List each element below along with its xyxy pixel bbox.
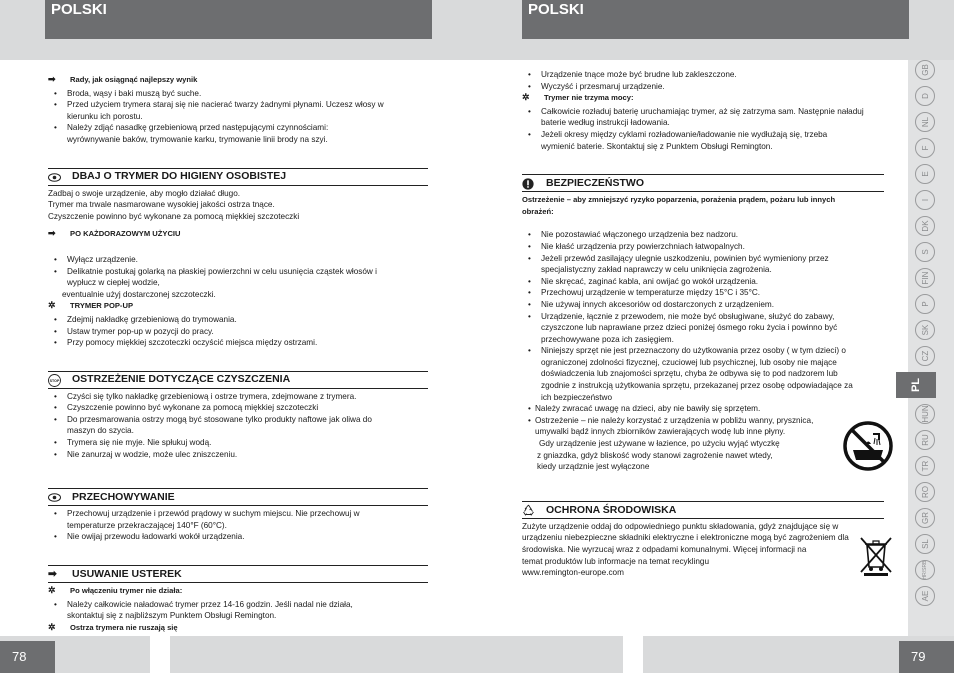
list-item: • Wyłącz urządzenie. bbox=[48, 254, 428, 266]
language-tab-label: TR bbox=[920, 460, 930, 472]
language-tab-ro[interactable] bbox=[915, 482, 935, 502]
storage-list bbox=[48, 508, 428, 543]
tips-heading: ➡ Rady, jak osiągnąć najlepszy wynik bbox=[48, 74, 198, 84]
language-tab-label: HUN bbox=[920, 405, 930, 423]
hygiene-line: Czyszczenie powinno być wykonane za pomocą miękkiej szczoteczki bbox=[48, 211, 300, 221]
language-tab-s[interactable] bbox=[915, 242, 935, 262]
environment-line: Zużyte urządzenie oddaj do odpowiedniego punktu składowania, gdyż znajdujące się w bbox=[522, 521, 839, 531]
arrow-icon: ➡ bbox=[48, 228, 56, 239]
no-bath-icon bbox=[841, 420, 895, 472]
arrow-icon: ➡ bbox=[48, 74, 56, 84]
header-bar bbox=[522, 0, 909, 39]
page-number: 78 bbox=[0, 641, 55, 673]
list-item: skontaktuj się z najbliższym Punktem Obsługi Remington. bbox=[67, 611, 277, 621]
sun-icon: ✲ bbox=[48, 621, 56, 632]
list-item: • Delikatnie postukaj golarką na płaskiej powierzchni w celu usunięcia cząstek włosów i bbox=[48, 266, 428, 278]
list-item: • Przechowuj urządzenie i przewód prądowy w suchym miejscu. Nie przechowuj w bbox=[48, 508, 428, 520]
language-tab-label: S bbox=[920, 249, 930, 255]
list-item: wypłucz w ciepłej wodzie, bbox=[67, 278, 160, 288]
language-tab-label: SL bbox=[920, 539, 930, 549]
environment-line: urządzeniu niebezpieczne składniki elektryczne i elektroniczne mogą być zagrożeniem dla bbox=[522, 533, 849, 543]
list-item: • Nie kłaść urządzenia przy powierzchniach łatwopalnych. bbox=[522, 241, 884, 253]
arrow-icon: ➡ bbox=[48, 567, 57, 580]
language-tab-gr[interactable] bbox=[915, 508, 935, 528]
sun-icon: ✲ bbox=[48, 300, 56, 311]
list-item: • Ostrzeżenie – nie należy korzystać z urządzenia w pobliżu wanny, prysznica, bbox=[522, 415, 884, 427]
language-tab-label: I bbox=[920, 198, 930, 202]
warning-icon bbox=[522, 177, 546, 190]
safety-intro: Ostrzeżenie – aby zmniejszyć ryzyko poparzenia, porażenia prądem, pożaru lub innych bbox=[522, 195, 836, 205]
list-item: • Należy całkowicie naładować trymer przez 14-16 godzin. Jeśli nadal nie działa, bbox=[48, 599, 428, 611]
eye-icon bbox=[48, 171, 72, 184]
header-title: POLSKI bbox=[51, 1, 107, 18]
language-tab-nl[interactable] bbox=[915, 112, 935, 132]
list-item: z gniazdka, gdyż bliskość wody stanowi zagrożenie nawet wtedy, bbox=[537, 450, 773, 460]
list-item: • Nie owijaj przewodu ładowarki wokół urządzenia. bbox=[48, 531, 428, 543]
footer-gap bbox=[150, 636, 170, 673]
popup-list bbox=[48, 314, 428, 349]
page-number: 79 bbox=[899, 641, 954, 673]
storage-heading: PRZECHOWYWANIE bbox=[48, 488, 428, 506]
list-item: • Czyści się tylko nakładkę grzebieniową i ostrze trymera, zdejmowane z trymera. bbox=[48, 391, 428, 403]
language-tab-p[interactable] bbox=[915, 294, 935, 314]
language-tab-tr[interactable] bbox=[915, 456, 935, 476]
cleaning-warning-heading: STOP OSTRZEŻENIE DOTYCZĄCE CZYSZCZENIA bbox=[48, 371, 428, 389]
language-tab-ae[interactable] bbox=[915, 586, 935, 606]
language-tab-label: CZ bbox=[920, 350, 930, 362]
list-item: zgodnie z instrukcją użytkowania sprzętu, przekazanej przez osobę odpowiadające za bbox=[541, 381, 853, 391]
list-item: przechowywane poza ich zasięgiem. bbox=[541, 334, 674, 344]
language-tab-label: FIN bbox=[920, 271, 930, 285]
trouble-answer-list bbox=[48, 599, 428, 622]
list-item: temperaturze przekraczającej 140°F (60°C). bbox=[67, 520, 227, 530]
language-tab-dk[interactable] bbox=[915, 216, 935, 236]
language-tab-label: F bbox=[920, 145, 930, 151]
footer-strip bbox=[0, 636, 477, 673]
list-item: • Przy pomocy miękkiej szczoteczki oczyścić miejsca między ostrzami. bbox=[48, 337, 428, 349]
language-tab-label: SK bbox=[920, 324, 930, 336]
language-tab-hun[interactable] bbox=[915, 404, 935, 424]
language-tab-label: GR bbox=[920, 512, 930, 524]
sun-icon: ✲ bbox=[48, 585, 56, 596]
language-tab-label: E bbox=[920, 171, 930, 177]
list-item: kiedy urządznie jest wyłączone bbox=[537, 462, 650, 472]
list-item: kierunku ich porostu. bbox=[67, 111, 143, 121]
environment-line: środowiska. Nie wyrzucaj wraz z odpadami komunalnymi. Więcej informacji na bbox=[522, 545, 807, 554]
language-tab-i[interactable] bbox=[915, 190, 935, 210]
language-tab-ru[interactable] bbox=[915, 430, 935, 450]
list-item: • Urządzenie tnące może być brudne lub zakleszczone. bbox=[522, 69, 884, 81]
list-item: • Zdejmij nakładkę grzebieniową do trymowania. bbox=[48, 314, 428, 326]
language-tab-fin[interactable] bbox=[915, 268, 935, 288]
after-use-heading: ➡ PO KAŻDORAZOWYM UŻYCIU bbox=[48, 228, 181, 239]
list-item: • Urządzenie, łącznie z przewodem, nie może być obsługiwane, służyć do zabawy, bbox=[522, 311, 884, 323]
trouble-question: ✲ Ostrza trymera nie ruszają się bbox=[48, 621, 178, 632]
language-tab-label: NL bbox=[920, 116, 930, 128]
language-tab-pl[interactable] bbox=[896, 372, 936, 398]
list-item: • Przechowuj urządzenie w temperaturze między 15°C i 35°C. bbox=[522, 287, 884, 299]
list-item: umywalki bądź innych zbiorników zawierających wodę lub inne płyny. bbox=[535, 427, 786, 437]
eye-icon bbox=[48, 491, 72, 504]
language-tab-cz[interactable] bbox=[915, 346, 935, 366]
language-tab-f[interactable] bbox=[915, 138, 935, 158]
list-item: • Wyczyść i przesmaruj urządzenie. bbox=[522, 81, 884, 93]
list-item: • Trymera się nie myje. Nie spłukuj wodą. bbox=[48, 437, 428, 449]
list-item: • Należy zdjąć nasadkę grzebieniową przed następującymi czynnościami: bbox=[48, 122, 428, 134]
footer-strip bbox=[477, 636, 954, 673]
popup-heading: ✲ TRYMER POP-UP bbox=[48, 300, 134, 311]
list-item: baterie według instrukcji ładowania. bbox=[541, 118, 670, 128]
language-tab-label: D bbox=[920, 93, 930, 99]
svg-text:STOP: STOP bbox=[49, 378, 60, 383]
after-use-list bbox=[48, 254, 428, 289]
list-item: • Nie skręcać, zaginać kabla, ani owijać go wokół urządzenia. bbox=[522, 276, 884, 288]
trouble-question: ✲ Trymer nie trzyma mocy: bbox=[522, 92, 634, 103]
hygiene-line: Zadbaj o swoje urządzenie, aby mogło działać długo. bbox=[48, 188, 241, 198]
list-item: • Do przesmarowania ostrzy mogą być stosowane tylko produkty naftowe jak oliwa do bbox=[48, 414, 428, 426]
language-tab-label: DK bbox=[920, 220, 930, 232]
list-item: • Jeżeli przewód zasilający ulegnie uszkodzeniu, powinien być wymieniony przez bbox=[522, 253, 884, 265]
list-item: • Należy zwracać uwagę na dzieci, aby nie bawiły się sprzętem. bbox=[522, 403, 884, 415]
list-item: wymienić baterie. Skontaktuj się z Punktem Obsługi Remington. bbox=[541, 141, 773, 151]
sun-icon: ✲ bbox=[522, 92, 530, 103]
safety-list bbox=[522, 229, 884, 472]
list-item: • Nie pozostawiać włączonego urządzenia bez nadzoru. bbox=[522, 229, 884, 241]
environment-line: temat produktów lub informacje na temat recyklingu bbox=[522, 556, 710, 566]
weee-bin-icon bbox=[858, 536, 894, 576]
list-item: • Ustaw trymer pop-up w pozycji do pracy. bbox=[48, 326, 428, 338]
list-item: • Jeżeli okresy między cyklami rozładowanie/ładowanie nie wydłużają się, trzeba bbox=[522, 129, 884, 141]
list-item: ich bezpieczeństwo bbox=[541, 392, 612, 402]
language-tab-label: GB bbox=[920, 64, 930, 76]
left-content bbox=[48, 74, 428, 635]
environment-link[interactable]: www.remington-europe.com bbox=[522, 568, 624, 578]
hygiene-line: Trymer ma trwale nasmarowane wysokiej jakości ostrza tnące. bbox=[48, 200, 275, 210]
language-tab-d[interactable] bbox=[915, 86, 935, 106]
safety-intro: obrażeń: bbox=[522, 206, 554, 216]
stop-icon bbox=[48, 374, 72, 387]
list-item: wyrównywanie baków, trymowanie karku, trymowanie linii brody na szyi. bbox=[67, 134, 328, 144]
language-tab-label: RU bbox=[920, 434, 930, 446]
list-item: ograniczonej zdolności fizycznej, czuciowej lub psychicznej, lub osoby nie mające bbox=[541, 357, 837, 367]
language-tab-sl[interactable] bbox=[915, 534, 935, 554]
list-item: czyszczone lub naprawiane przez dzieci poniżej ósmego roku życia i powinno być bbox=[541, 323, 838, 333]
list-item: • Przed użyciem trymera staraj się nie nacierać twarzy żadnymi płynami. Uczesz włosy w bbox=[48, 99, 428, 111]
language-tabs bbox=[910, 60, 936, 612]
list-item: • Nie używaj innych akcesoriów od dostarczonych z urządzeniem. bbox=[522, 299, 884, 311]
list-item: doświadczenia lub znajomości sprzętu, chyba że odbywa się to pod nadzorem lub bbox=[541, 369, 838, 379]
language-tab-gb[interactable] bbox=[915, 60, 935, 80]
cleaning-warning-list bbox=[48, 391, 428, 461]
language-tab-label: RO bbox=[920, 486, 930, 498]
language-tab-label: AE bbox=[920, 590, 930, 602]
header-title: POLSKI bbox=[528, 1, 584, 18]
list-item: • Nie zanurzaj w wodzie, może ulec zniszczeniu. bbox=[48, 449, 428, 461]
header-bar bbox=[45, 0, 432, 39]
troubleshooting-heading: ➡ USUWANIE USTEREK bbox=[48, 565, 428, 583]
safety-heading: BEZPIECZEŃSTWO bbox=[522, 174, 884, 192]
language-tab-hr-srb[interactable] bbox=[915, 560, 935, 580]
hygiene-heading: DBAJ O TRYMER DO HIGIENY OSOBISTEJ bbox=[48, 168, 428, 186]
language-tab-label: HR/SRB bbox=[922, 560, 928, 580]
environment-heading: OCHRONA ŚRODOWISKA bbox=[522, 501, 884, 519]
recycle-icon bbox=[522, 504, 546, 517]
list-item: • Czyszczenie powinno być wykonane za pomocą miękkiej szczoteczki bbox=[48, 402, 428, 414]
footer-gap bbox=[623, 636, 643, 673]
list-item: • Broda, wąsy i baki muszą być suche. bbox=[48, 88, 428, 100]
after-use-extra: eventualnie użyj dostarczonej szczoteczki. bbox=[62, 289, 216, 299]
list-item: • Całkowicie rozładuj baterię uruchamiając trymer, aż się zatrzyma sam. Następnie naładuj bbox=[522, 106, 884, 118]
language-tab-label: PL bbox=[910, 377, 922, 393]
list-item: maszyn do szycia. bbox=[67, 426, 134, 436]
language-tab-label: P bbox=[920, 301, 930, 307]
language-tab-e[interactable] bbox=[915, 164, 935, 184]
trouble-question: ✲ Po włączeniu trymer nie działa: bbox=[48, 585, 183, 596]
trouble-answer-list bbox=[522, 106, 884, 152]
language-tab-sk[interactable] bbox=[915, 320, 935, 340]
right-content bbox=[522, 69, 884, 579]
list-item: Gdy urządzenie jest używane w łazience, po użyciu wyjąć wtyczkę bbox=[539, 439, 780, 449]
cont-list bbox=[522, 69, 884, 92]
list-item: specjalistyczny zakład naprawczy w celu uniknięcia zagrożenia. bbox=[541, 265, 772, 275]
tips-list bbox=[48, 88, 428, 146]
list-item: • Niniejszy sprzęt nie jest przeznaczony do użytkowania przez osoby ( w tym dzieci) o bbox=[522, 345, 884, 357]
